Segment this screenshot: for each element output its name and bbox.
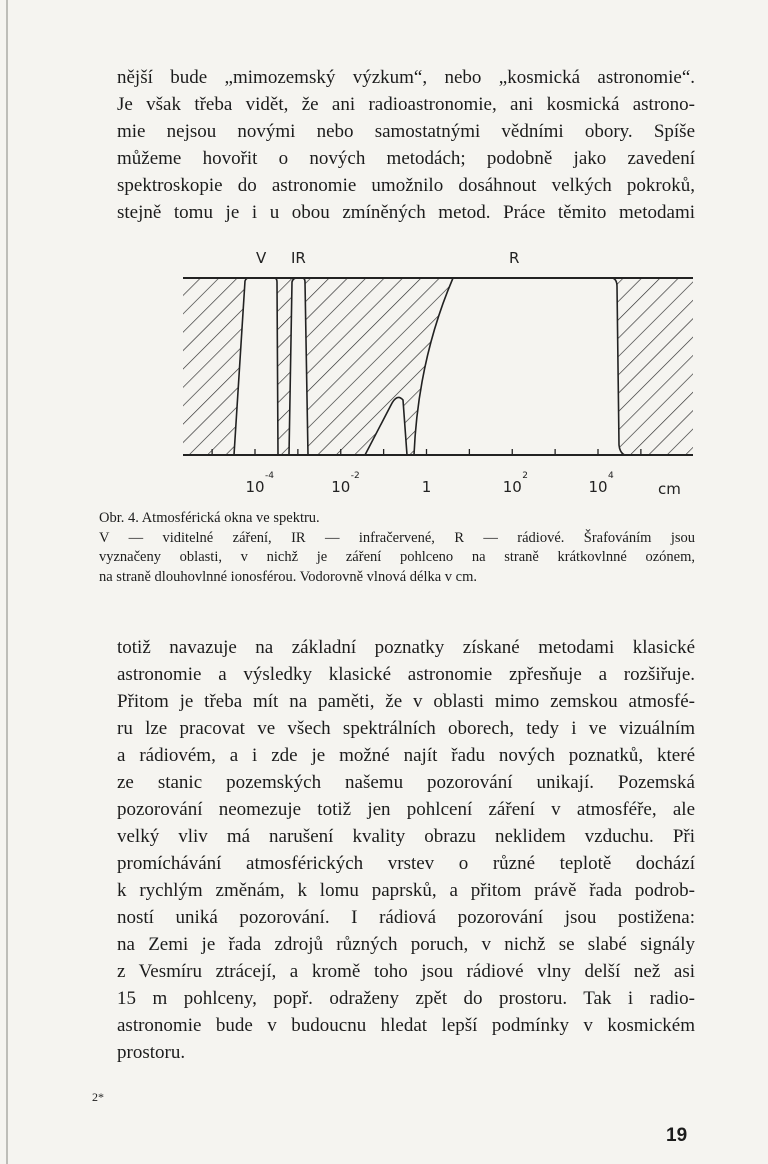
axis-tick-label: 10: [502, 478, 522, 496]
page-number: 19: [666, 1125, 688, 1146]
caption-title: Obr. 4. Atmosférická okna ve spektru.: [99, 510, 320, 526]
axis-tick-label: 10: [588, 478, 608, 496]
text-line: promíchávání atmosférických vrstev o různé teplotě dochází: [117, 853, 695, 874]
signature-mark: 2*: [92, 1090, 104, 1104]
axis-tick-exponent: -4: [265, 471, 274, 481]
text-line: velký vliv má narušení kvality obrazu neklidem vzduchu. Při: [117, 826, 695, 847]
caption-line: V — viditelné záření, IR — infračervené, R — rádiové. Šrafováním jsou: [99, 529, 695, 546]
band-label-ir: IR: [291, 249, 306, 267]
text-line: astronomie bude v budoucnu hledat lepší podmínky v kosmickém: [117, 1015, 695, 1036]
paragraph-top: [117, 64, 695, 226]
text-line: na Zemi je řada zdrojů různých poruch, v nichž se slabé signály: [117, 934, 695, 955]
axis-tick-label: 10: [331, 478, 351, 496]
text-line: Přitom je třeba mít na paměti, že v oblasti mimo zemskou atmosfé-: [117, 691, 695, 712]
axis-tick-label: 10: [245, 478, 265, 496]
text-line: a rádiovém, a i zde je možné najít řadu nových poznatků, které: [117, 745, 695, 766]
text-line: ností uniká pozorování. I rádiová pozorování jsou postižena:: [117, 907, 695, 928]
text-line: ze stanic pozemských našemu pozorování unikají. Pozemská: [117, 772, 695, 793]
axis-tick-label: 1: [421, 478, 432, 496]
page-edge: [6, 0, 8, 1164]
text-line: 15 m pohlceny, popř. odraženy zpět do prostoru. Tak i radio-: [117, 988, 695, 1009]
paragraph-bottom: [117, 634, 695, 1066]
axis-unit: cm: [658, 480, 681, 498]
text-line: stejně tomu je i u obou zmíněných metod. Práce těmito metodami: [117, 202, 695, 223]
text-line: spektroskopie do astronomie umožnilo dosáhnout velkých pokroků,: [117, 175, 695, 196]
axis-tick-exponent: 4: [608, 471, 614, 481]
text-line: astronomie a výsledky klasické astronomie zpřesňuje a rozšiřuje.: [117, 664, 695, 685]
radio-window: [414, 278, 628, 456]
text-line: k rychlým změnám, k lomu paprsků, a přitom právě řada podrob-: [117, 880, 695, 901]
text-line: Je však třeba vidět, že ani radioastronomie, ani kosmická astrono-: [117, 94, 695, 115]
caption-line: na straně dlouhovlnné ionosférou. Vodorovně vlnová délka v cm.: [99, 568, 477, 585]
text-line: mie nejsou novými nebo samostatnými vědními obory. Spíše: [117, 121, 695, 142]
text-line: z Vesmíru ztrácejí, a kromě toho jsou rádiové vlny delší než asi: [117, 961, 695, 982]
text-line: ru lze pracovat ve všech spektrálních oborech, tedy i ve vizuálním: [117, 718, 695, 739]
atmospheric-windows-figure: [170, 240, 710, 500]
text-line: pozorování neomezuje totiž jen pohlcení záření v atmosféře, ale: [117, 799, 695, 820]
band-label-v: V: [256, 249, 267, 267]
band-label-r: R: [509, 249, 520, 267]
infrared-window: [289, 278, 308, 455]
text-line: totiž navazuje na základní poznatky získané metodami klasické: [117, 637, 695, 658]
text-line: můžeme hovořit o nových metodách; podobně jako zavedení: [117, 148, 695, 169]
axis-tick-exponent: -2: [350, 471, 360, 481]
caption-line: vyznačeny oblasti, v nichž je záření pohlceno na straně krátkovlnné ozónem,: [99, 549, 695, 565]
text-line: nější bude „mimozemský výzkum“, nebo „kosmická astronomie“.: [117, 67, 695, 88]
axis-tick-exponent: 2: [522, 471, 528, 481]
text-line: prostoru.: [117, 1042, 186, 1063]
figure-caption: [99, 509, 695, 587]
